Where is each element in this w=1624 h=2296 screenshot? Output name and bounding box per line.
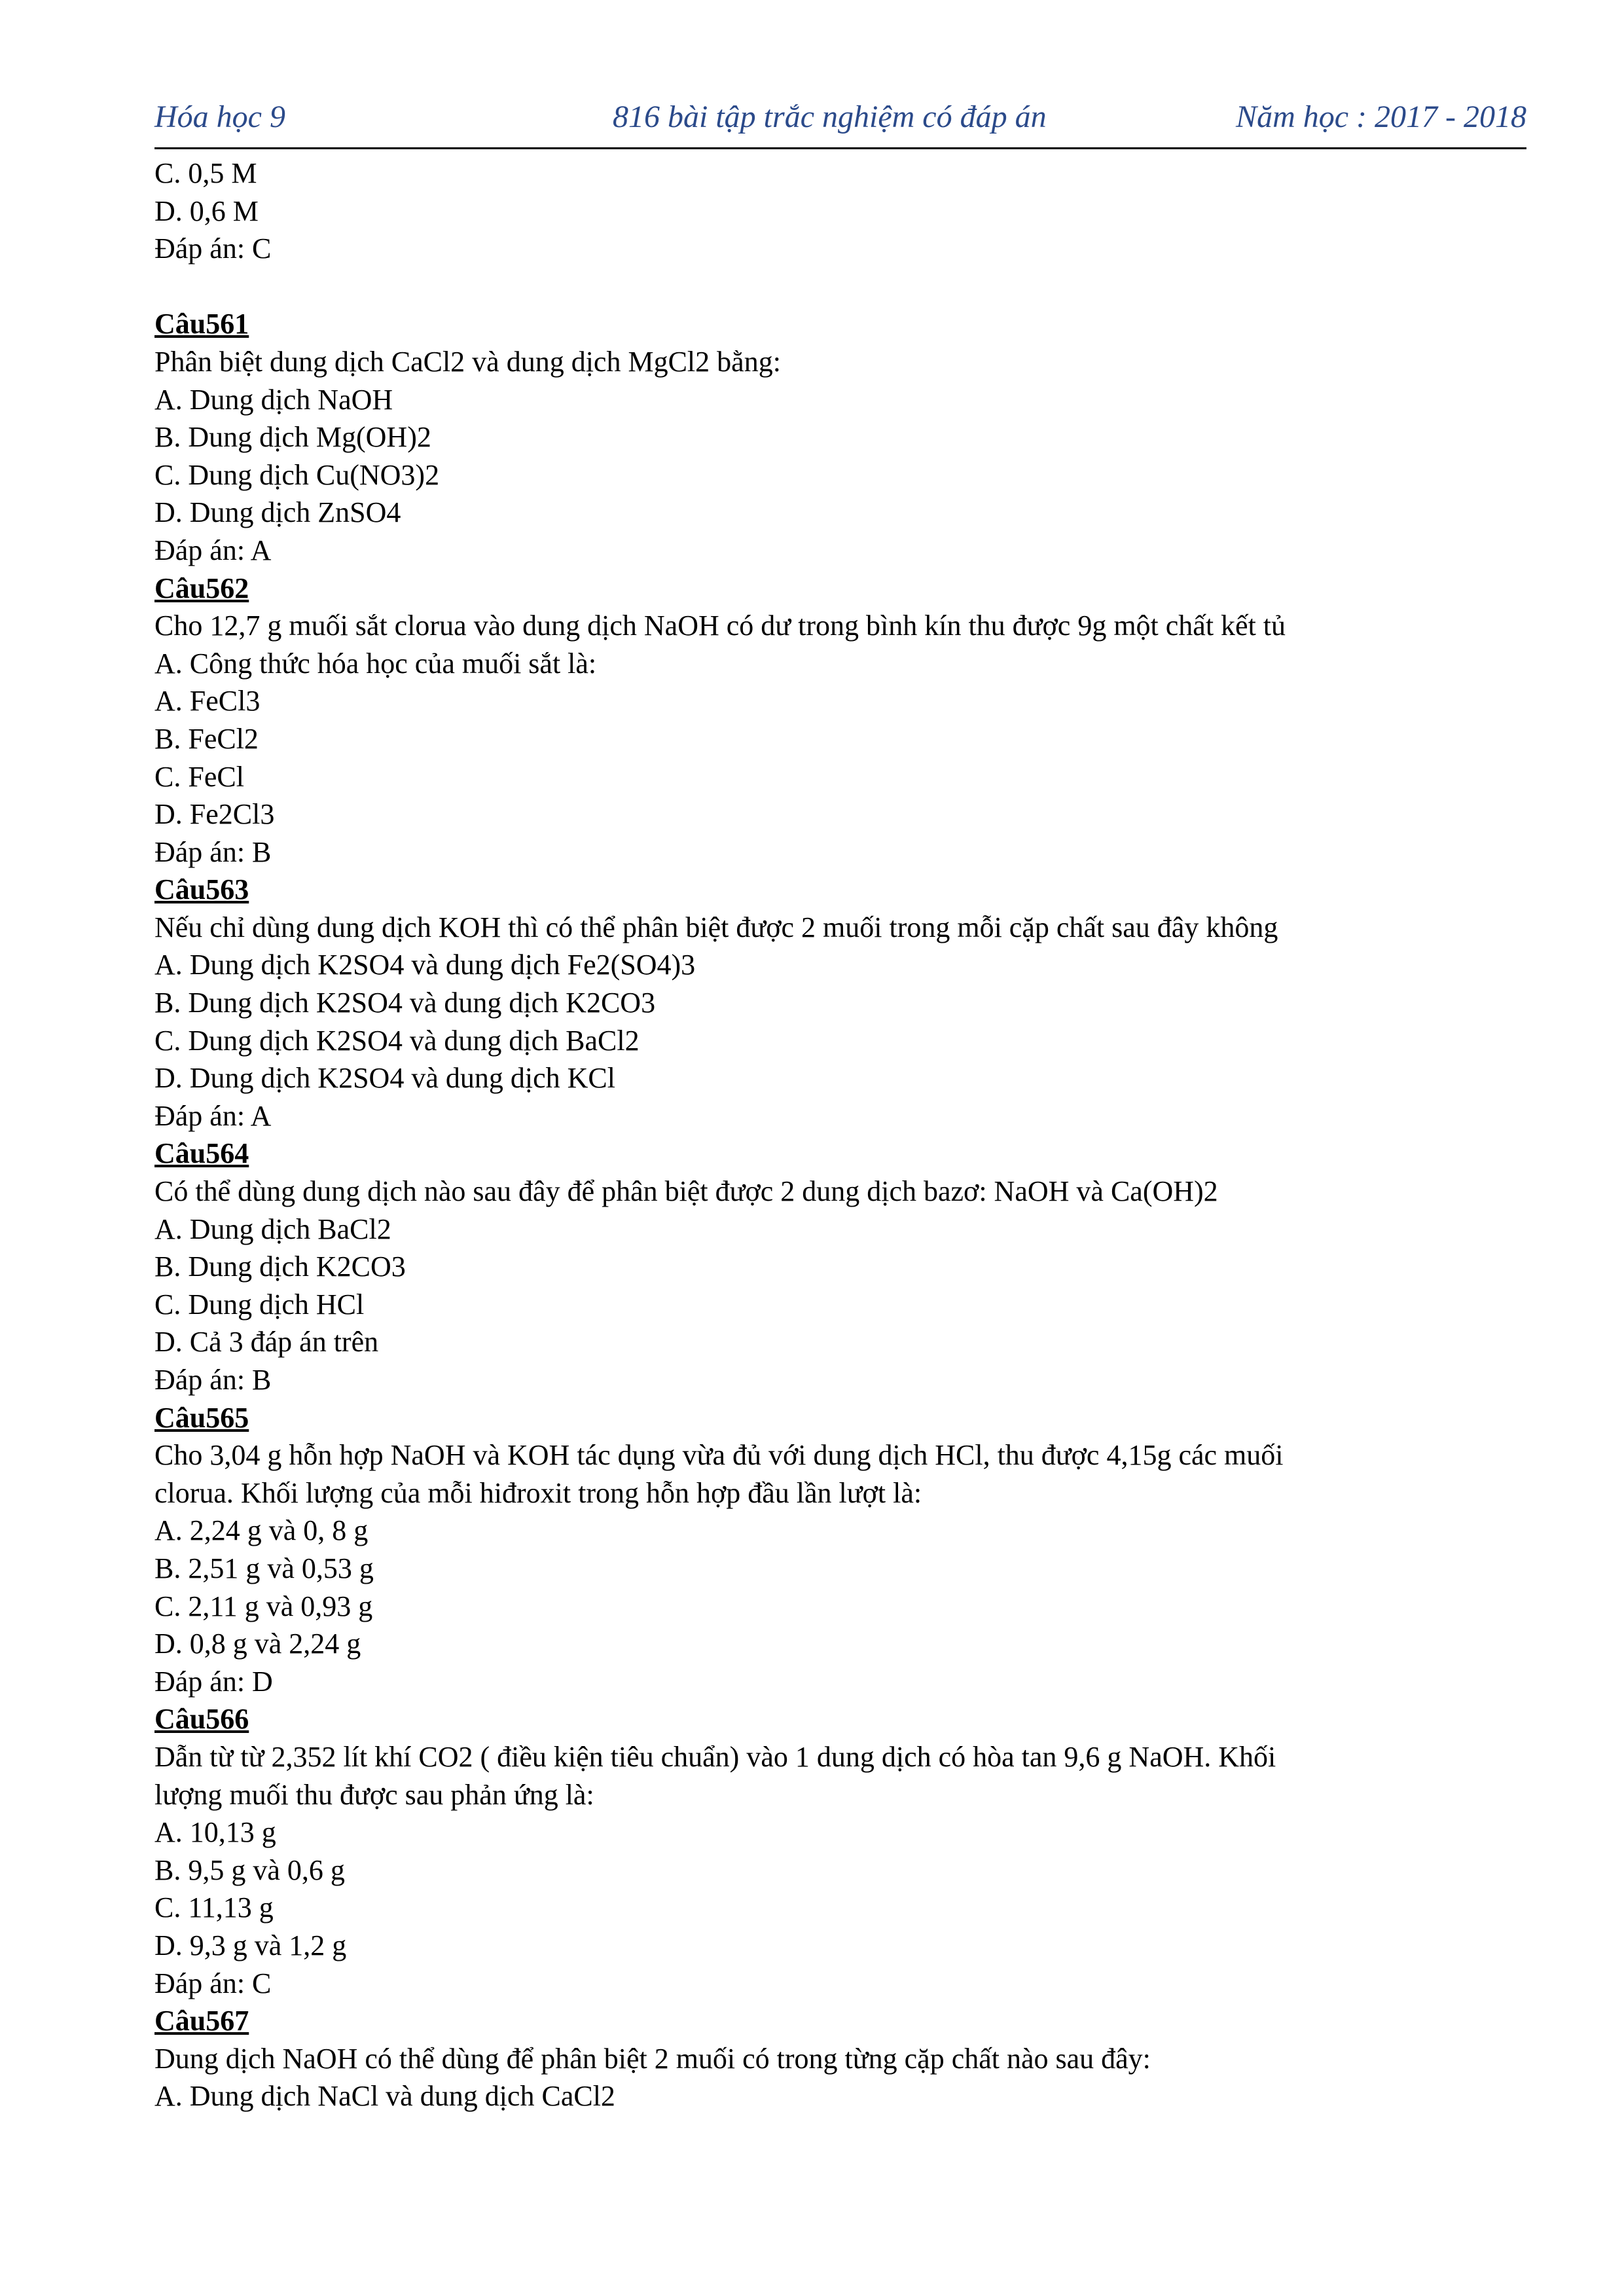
document-body: [154, 155, 1529, 2115]
question-stem: Cho 12,7 g muối sắt clorua vào dung dịch NaOH có dư trong bình kín thu được 9g một chất kết tủ: [154, 610, 1286, 642]
question-stem: Cho 3,04 g hỗn hợp NaOH và KOH tác dụng vừa đủ với dung dịch HCl, thu được 4,15g các muối: [154, 1439, 1284, 1472]
question-561: [154, 305, 1529, 569]
option: A. Dung dịch BaCl2: [154, 1212, 391, 1245]
option: C. Dung dịch Cu(NO3)2: [154, 458, 440, 491]
question-title: Câu567: [154, 2005, 249, 2037]
question-stem: Dẫn từ từ 2,352 lít khí CO2 ( điều kiện tiêu chuẩn) vào 1 dung dịch có hòa tan 9,6 g NaOH. Khối: [154, 1740, 1276, 1773]
question-562: [154, 570, 1529, 871]
option: B. 9,5 g và 0,6 g: [154, 1853, 345, 1886]
question-stem: clorua. Khối lượng của mỗi hiđroxit trong hỗn hợp đầu lần lượt là:: [154, 1476, 922, 1509]
question-title: Câu562: [154, 572, 249, 604]
header-title: 816 bài tập trắc nghiệm có đáp án: [613, 100, 1047, 134]
page-header: [154, 95, 1526, 149]
question-563: [154, 871, 1529, 1135]
option: D. 0,8 g và 2,24 g: [154, 1628, 361, 1660]
option: D. Cả 3 đáp án trên: [154, 1326, 379, 1358]
question-stem: Phân biệt dung dịch CaCl2 và dung dịch MgCl2 bằng:: [154, 345, 781, 378]
question-title: Câu564: [154, 1137, 249, 1170]
option: C. 2,11 g và 0,93 g: [154, 1590, 373, 1622]
option: B. Dung dịch K2CO3: [154, 1250, 406, 1283]
question-title: Câu563: [154, 873, 249, 906]
option: A. Dung dịch NaOH: [154, 383, 393, 416]
answer: Đáp án: C: [154, 232, 272, 265]
option: B. Dung dịch K2SO4 và dung dịch K2CO3: [154, 987, 656, 1019]
answer: Đáp án: A: [154, 1099, 272, 1132]
question-stem: lượng muối thu được sau phản ứng là:: [154, 1778, 594, 1811]
question-stem: Nếu chỉ dùng dung dịch KOH thì có thể phân biệt được 2 muối trong mỗi cặp chất sau đây không: [154, 911, 1278, 943]
option: A. Dung dịch NaCl và dung dịch CaCl2: [154, 2080, 615, 2113]
spacer: [154, 268, 1529, 306]
option: C. Dung dịch K2SO4 và dung dịch BaCl2: [154, 1024, 640, 1057]
question-title: Câu566: [154, 1703, 249, 1736]
answer: Đáp án: D: [154, 1665, 273, 1698]
answer: Đáp án: B: [154, 835, 272, 868]
prev-question-tail: [154, 155, 1529, 268]
question-title: Câu561: [154, 308, 249, 340]
answer: Đáp án: C: [154, 1967, 272, 1999]
header-year: Năm học : 2017 - 2018: [1236, 100, 1526, 134]
option: A. Dung dịch K2SO4 và dung dịch Fe2(SO4)3: [154, 949, 696, 981]
option: D. Fe2Cl3: [154, 798, 275, 831]
option: B. 2,51 g và 0,53 g: [154, 1552, 374, 1584]
option: D. 9,3 g và 1,2 g: [154, 1929, 347, 1961]
option: A. FeCl3: [154, 685, 261, 718]
option: A. 10,13 g: [154, 1816, 276, 1849]
option: B. Dung dịch Mg(OH)2: [154, 421, 431, 454]
option: C. 11,13 g: [154, 1891, 274, 1924]
option: C. FeCl: [154, 760, 244, 793]
option: A. 2,24 g và 0, 8 g: [154, 1514, 369, 1547]
question-564: [154, 1135, 1529, 1398]
question-stem: Dung dịch NaOH có thể dùng để phân biệt 2 muối có trong từng cặp chất nào sau đây:: [154, 2042, 1151, 2075]
option: D. 0,6 M: [154, 194, 259, 227]
answer: Đáp án: A: [154, 534, 272, 566]
option: D. Dung dịch K2SO4 và dung dịch KCl: [154, 1062, 615, 1095]
option: C. 0,5 M: [154, 157, 257, 189]
header-subject: Hóa học 9: [154, 100, 285, 134]
question-567: [154, 2002, 1529, 2115]
question-566: [154, 1700, 1529, 2002]
option: C. Dung dịch HCl: [154, 1288, 365, 1321]
option: B. FeCl2: [154, 722, 259, 755]
question-stem: Có thể dùng dung dịch nào sau đây để phân biệt được 2 dung dịch bazơ: NaOH và Ca(OH)2: [154, 1175, 1218, 1208]
question-stem: A. Công thức hóa học của muối sắt là:: [154, 647, 597, 680]
question-title: Câu565: [154, 1401, 249, 1434]
question-565: [154, 1399, 1529, 1701]
option: D. Dung dịch ZnSO4: [154, 496, 401, 529]
answer: Đáp án: B: [154, 1364, 272, 1396]
